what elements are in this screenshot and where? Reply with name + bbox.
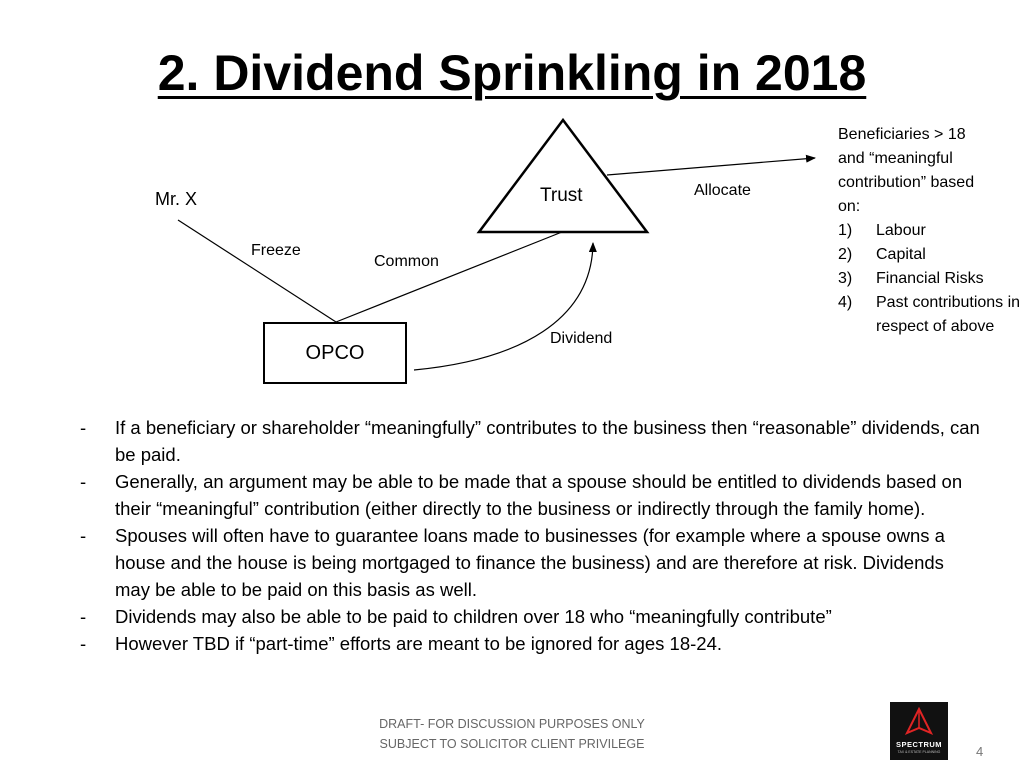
- bullet-item: [80, 468, 980, 522]
- dividend-label: Dividend: [550, 330, 613, 347]
- opco-box: [263, 322, 407, 384]
- opco-label: OPCO: [305, 341, 365, 364]
- beneficiaries-intro: Beneficiaries > 18 and “meaningful contribution” based on:: [838, 126, 975, 215]
- bullet-text: Generally, an argument may be able to be made that a spouse should be entitled to dividends based on their “meaningful” contribution (either directly to the business or indirectly through the family home).: [115, 471, 963, 519]
- bullet-item: [80, 603, 980, 630]
- footer-line-draft: DRAFT- FOR DISCUSSION PURPOSES ONLY: [379, 717, 645, 731]
- freeze-label: Freeze: [251, 242, 301, 259]
- item-number: 3): [838, 270, 853, 287]
- item-number: 1): [838, 222, 853, 239]
- spectrum-logo-icon: [903, 707, 935, 739]
- slide-title: 2. Dividend Sprinkling in 2018: [157, 45, 867, 101]
- spectrum-logo: [890, 702, 948, 760]
- trust-label: Trust: [540, 185, 583, 206]
- logo-subtitle: TAX & ESTATE PLANNING: [897, 750, 941, 754]
- logo-brand: SPECTRUM: [895, 740, 943, 749]
- beneficiaries-note: [838, 123, 1024, 339]
- item-number: 2): [838, 246, 853, 263]
- beneficiaries-list: [838, 219, 1024, 339]
- dividend-arrow: [414, 243, 593, 370]
- beneficiaries-item: [838, 291, 1024, 339]
- item-text: Labour: [876, 222, 926, 239]
- bullet-text: If a beneficiary or shareholder “meaningfully” contributes to the business then “reasonable” dividends, can be paid.: [115, 417, 980, 465]
- bullet-item: [80, 522, 980, 603]
- bullet-item: [80, 630, 980, 657]
- trust-triangle: [479, 120, 647, 232]
- page-number: 4: [976, 744, 984, 759]
- bullet-list: [80, 414, 980, 657]
- bullet-item: [80, 414, 980, 468]
- beneficiaries-item: [838, 267, 1024, 291]
- bullet-dash: -: [80, 606, 87, 627]
- allocate-arrow: [607, 158, 815, 175]
- item-text: Past contributions in respect of above: [876, 294, 1021, 335]
- bullet-text: However TBD if “part-time” efforts are meant to be ignored for ages 18-24.: [115, 633, 723, 654]
- beneficiaries-item: [838, 219, 1024, 243]
- common-line: [336, 232, 562, 322]
- common-label: Common: [374, 253, 439, 270]
- mr-x-label: Mr. X: [155, 189, 198, 209]
- item-text: Capital: [876, 246, 926, 263]
- bullet-dash: -: [80, 417, 87, 438]
- bullet-dash: -: [80, 525, 87, 546]
- bullet-dash: -: [80, 471, 87, 492]
- bullet-text: Dividends may also be able to be paid to children over 18 who “meaningfully contribute”: [115, 606, 832, 627]
- footer-line-privilege: SUBJECT TO SOLICITOR CLIENT PRIVILEGE: [379, 737, 645, 751]
- item-text: Financial Risks: [876, 270, 984, 287]
- beneficiaries-item: [838, 243, 1024, 267]
- item-number: 4): [838, 294, 853, 311]
- bullet-dash: -: [80, 633, 87, 654]
- allocate-label: Allocate: [694, 182, 751, 199]
- footer-disclaimer: [312, 714, 712, 754]
- bullet-text: Spouses will often have to guarantee loans made to businesses (for example where a spouse owns a house and the house is being mortgaged to finance the business) and are therefore at risk. Dividends may be able to be paid on this basis as well.: [115, 525, 945, 600]
- freeze-line: [178, 220, 336, 322]
